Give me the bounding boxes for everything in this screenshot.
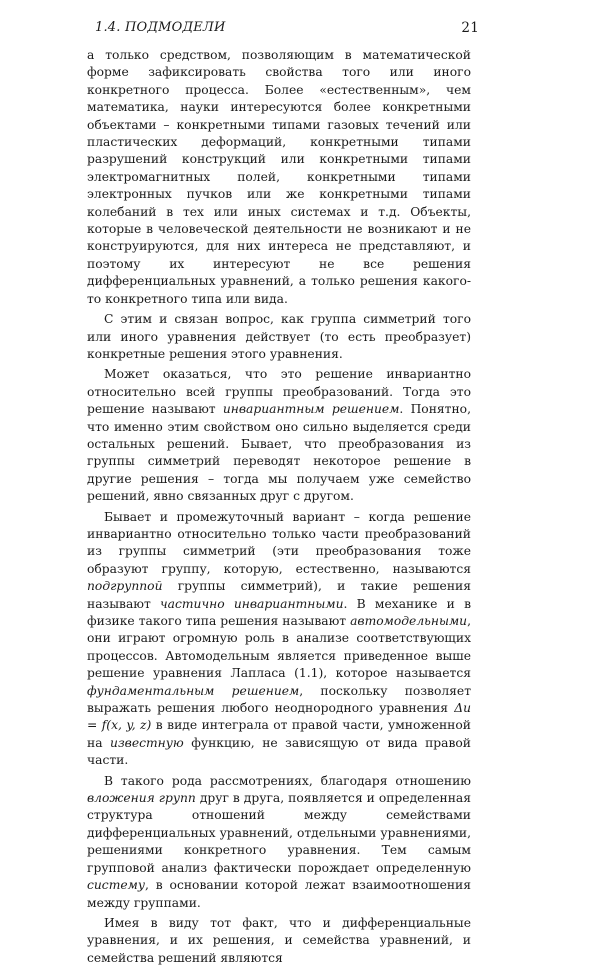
- paragraph-4: [87, 509, 471, 770]
- text-run: в виде интеграла от правой части, умноженной на: [87, 718, 471, 750]
- emphasized-term: частично инвариантными: [160, 596, 344, 611]
- page-number: 21: [461, 20, 479, 36]
- text-run: Имея в виду тот факт, что и дифференциальные уравнения, и их решения, и семейства уравнений, и семейства решений являются: [87, 915, 471, 965]
- emphasized-term: фундаментальным решением: [87, 683, 300, 698]
- emphasized-term: систему: [87, 878, 145, 893]
- text-run: С этим и связан вопрос, как группа симметрий того или иного уравнения действует (то есть преобразует) конкретные решения этого уравнения.: [87, 312, 471, 361]
- body-text: [87, 47, 471, 970]
- section-title: 1.4. ПОДМОДЕЛИ: [95, 20, 226, 35]
- emphasized-term: вложения групп: [87, 791, 196, 806]
- text-run: , поскольку позволяет выражать решения любого неоднородного уравнения: [87, 683, 471, 716]
- text-run: а только средством, позволяющим в математической форме зафиксировать свойства того или иного конкретного процесса. Более «естественным», чем математика, науки интересуются более конкретными объектами – конкретными типами газовых течений или пластических деформаций, конкретными типами разрушений конструкций или конкретными типами электромагнитных полей, конкретными типами электронных пучков или же конкретными типами колебаний в тех или иных системах и т.д. Объекты, которые в человеческой деятельности не возникают и не конструируются, для них интереса не представляют, и поэтому их интересуют не все решения дифференциальных уравнений, а только решения какого-то конкретного типа или вида.: [87, 48, 471, 306]
- running-head: [95, 20, 479, 40]
- emphasized-term: автомодельными: [350, 614, 468, 628]
- paragraph-1: [87, 47, 471, 308]
- text-run: . В механике и в физике такого типа решения называют: [87, 596, 471, 628]
- paragraph-6: [87, 915, 471, 967]
- emphasized-term: Δu = f(x, y, z): [87, 701, 471, 733]
- text-run: , они играют огромную роль в анализе соответствующих процессов. Автомодельным является приведенное выше решение уравнения Лапласа (1.1), которое называется: [87, 614, 471, 681]
- emphasized-term: известную: [110, 735, 184, 750]
- paragraph-2: [87, 311, 471, 363]
- emphasized-term: подгруппой: [87, 579, 163, 594]
- paragraph-5: [87, 773, 471, 912]
- text-run: группы симметрий), и такие решения называют: [87, 579, 471, 611]
- text-run: , в основании которой лежат взаимоотношения между группами.: [87, 878, 471, 910]
- text-run: Может оказаться, что это решение инвариантно относительно всей группы преобразований. Тогда это решение называют: [87, 367, 471, 417]
- paragraph-3: [87, 366, 471, 505]
- text-run: Бывает и промежуточный вариант – когда решение инвариантно относительно только части преобразований из группы симметрий (эти преобразования тоже образуют группу, которую, естественно, называются: [87, 509, 471, 576]
- text-run: функцию, не зависящую от вида правой части.: [87, 735, 472, 768]
- text-run: В такого рода рассмотрениях, благодаря отношению: [104, 773, 471, 788]
- text-run: друг в друга, появляется и определенная структура отношений между семействами дифференциальных уравнений, отдельными уравнениями, решениями конкретного уравнения. Тем самым групповой анализ фактически порождает определенную: [87, 791, 471, 875]
- emphasized-term: инвариантным решением: [222, 402, 400, 417]
- text-run: . Понятно, что именно этим свойством оно сильно выделяется среди остальных решений. Бывает, что преобразования из группы симметрий переводят некоторое решение в другие решения – тогда мы получаем уже семейство решений, явно связанных друг с другом.: [87, 402, 471, 504]
